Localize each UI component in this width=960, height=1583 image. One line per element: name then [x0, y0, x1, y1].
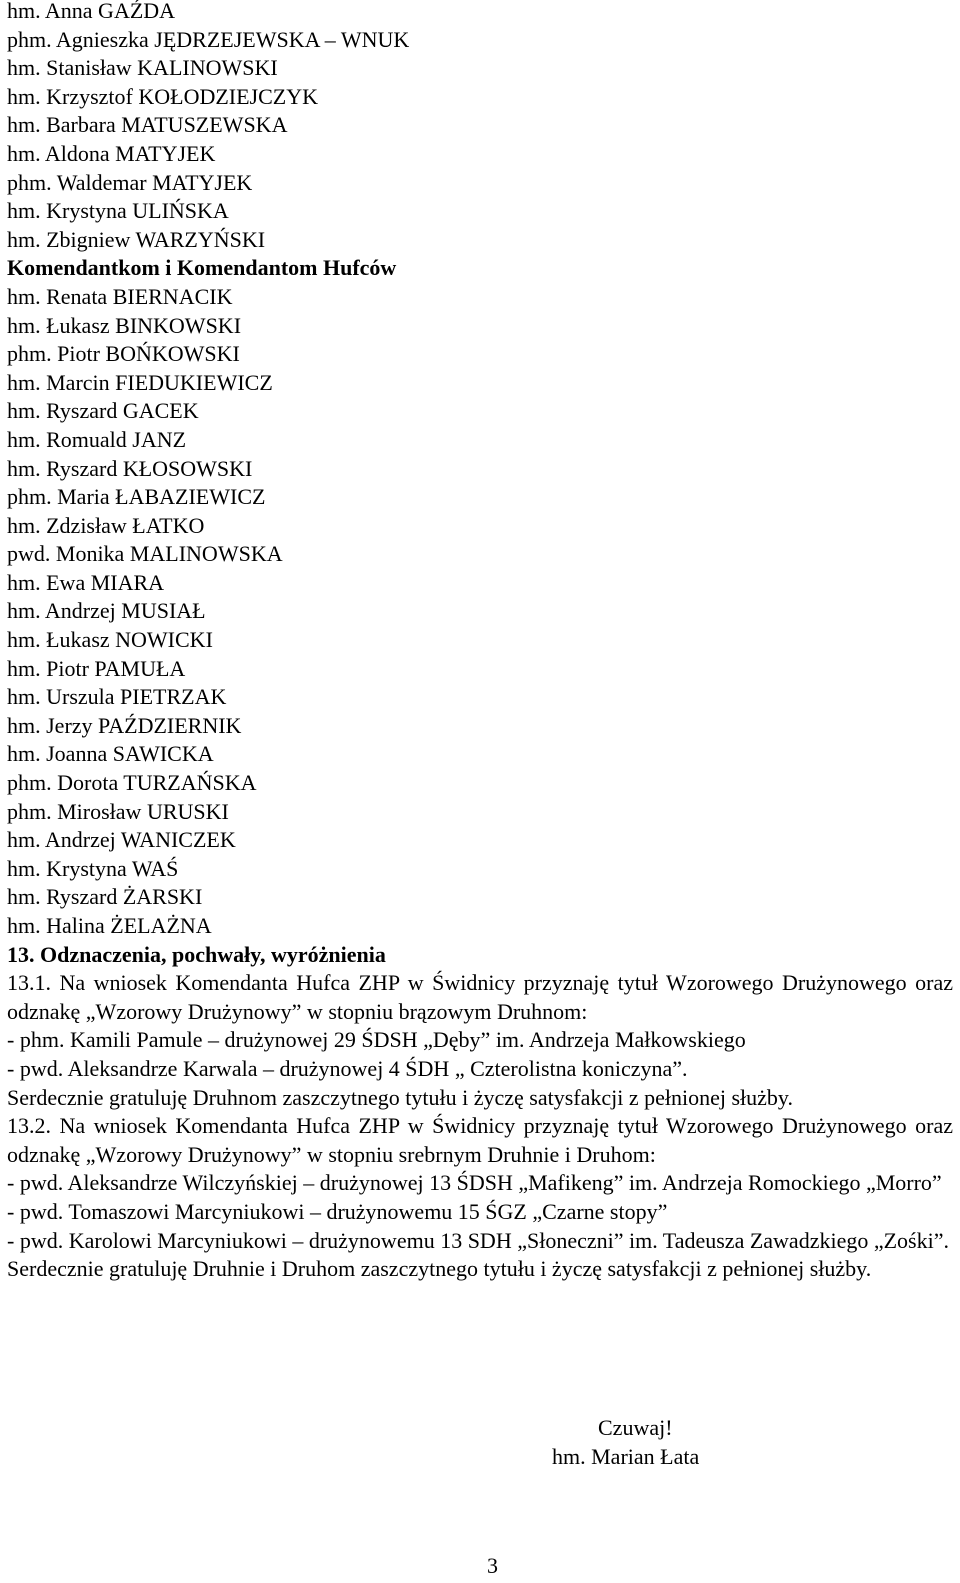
list-item: hm. Ewa MIARA: [7, 569, 165, 595]
list-item: pwd. Monika MALINOWSKA: [7, 541, 283, 567]
list-item: hm. Ryszard KŁOSOWSKI: [7, 455, 253, 481]
list-item: phm. Piotr BOŃKOWSKI: [7, 341, 240, 367]
paragraph-closing: Serdecznie gratuluję Druhnom zaszczytnego tytułu i życzę satysfakcji z pełnionej służby.: [7, 1084, 794, 1110]
list-item: hm. Piotr PAMUŁA: [7, 655, 186, 681]
list-item: hm. Andrzej WANICZEK: [7, 827, 236, 853]
signature-name: hm. Marian Łata: [552, 1444, 700, 1469]
list-item: hm. Aldona MATYJEK: [7, 140, 216, 166]
list-item: phm. Agnieszka JĘDRZEJEWSKA – WNUK: [7, 26, 410, 52]
list-item: - phm. Kamili Pamule – drużynowej 29 ŚDSH „Dęby” im. Andrzeja Małkowskiego: [7, 1027, 746, 1053]
list-item: hm. Ryszard GACEK: [7, 398, 199, 424]
list-item: hm. Łukasz BINKOWSKI: [7, 312, 242, 338]
names-list-top: [7, 0, 953, 254]
page-number: 3: [487, 1553, 498, 1578]
list-item: hm. Anna GAŹDA: [7, 0, 176, 23]
list-item: hm. Łukasz NOWICKI: [7, 627, 213, 653]
list-item: hm. Romuald JANZ: [7, 426, 187, 452]
list-item: hm. Renata BIERNACIK: [7, 283, 233, 309]
names-list-komendanci: [7, 283, 953, 941]
section-13-1: [7, 969, 953, 1112]
paragraph-intro: 13.2. Na wniosek Komendanta Hufca ZHP w Świdnicy przyznaję tytuł Wzorowego Drużynowego oraz odznakę „Wzorowy Drużynowy” w stopniu srebrnym Druhnie i Druhom:: [7, 1113, 953, 1167]
paragraph-closing: Serdecznie gratuluję Druhnie i Druhom zaszczytnego tytułu i życzę satysfakcji z pełnionej służby.: [7, 1256, 872, 1282]
list-item: - pwd. Karolowi Marcyniukowi – drużynowemu 13 SDH „Słoneczni” im. Tadeusza Zawadzkiego „Zośki”.: [7, 1227, 949, 1253]
list-item: hm. Marcin FIEDUKIEWICZ: [7, 369, 273, 395]
list-item: - pwd. Aleksandrze Karwala – drużynowej 4 ŚDH „ Czterolistna koniczyna”.: [7, 1055, 688, 1081]
section-heading-komendanci: Komendantkom i Komendantom Hufców: [7, 255, 397, 281]
list-item: phm. Maria ŁABAZIEWICZ: [7, 484, 266, 510]
paragraph-intro: 13.1. Na wniosek Komendanta Hufca ZHP w Świdnicy przyznaję tytuł Wzorowego Drużynowego oraz odznakę „Wzorowy Drużynowy” w stopniu brązowym Druhnom:: [7, 970, 953, 1024]
list-item: hm. Krystyna ULIŃSKA: [7, 198, 229, 224]
signature-greeting: Czuwaj!: [598, 1415, 673, 1440]
list-item: phm. Mirosław URUSKI: [7, 798, 229, 824]
list-item: - pwd. Tomaszowi Marcyniukowi – drużynowemu 15 ŚGZ „Czarne stopy”: [7, 1198, 668, 1224]
list-item: phm. Dorota TURZAŃSKA: [7, 770, 257, 796]
section-13-2: [7, 1112, 953, 1284]
list-item: hm. Krystyna WAŚ: [7, 855, 179, 881]
document-body: [7, 0, 953, 1284]
list-item: hm. Joanna SAWICKA: [7, 741, 214, 767]
list-item: hm. Krzysztof KOŁODZIEJCZYK: [7, 83, 318, 109]
list-item: hm. Zbigniew WARZYŃSKI: [7, 226, 266, 252]
list-item: phm. Waldemar MATYJEK: [7, 169, 253, 195]
list-item: hm. Ryszard ŻARSKI: [7, 884, 203, 910]
list-item: hm. Zdzisław ŁATKO: [7, 512, 205, 538]
list-item: hm. Urszula PIETRZAK: [7, 684, 227, 710]
list-item: hm. Halina ŻELAŻNA: [7, 913, 212, 938]
list-item: hm. Stanisław KALINOWSKI: [7, 55, 278, 81]
list-item: - pwd. Aleksandrze Wilczyńskiej – drużynowej 13 ŚDSH „Mafikeng” im. Andrzeja Romockiego „Morro”: [7, 1170, 942, 1196]
list-item: hm. Andrzej MUSIAŁ: [7, 598, 206, 624]
list-item: hm. Barbara MATUSZEWSKA: [7, 112, 288, 138]
list-item: hm. Jerzy PAŹDZIERNIK: [7, 712, 242, 738]
section-13-heading: 13. Odznaczenia, pochwały, wyróżnienia: [7, 941, 386, 967]
